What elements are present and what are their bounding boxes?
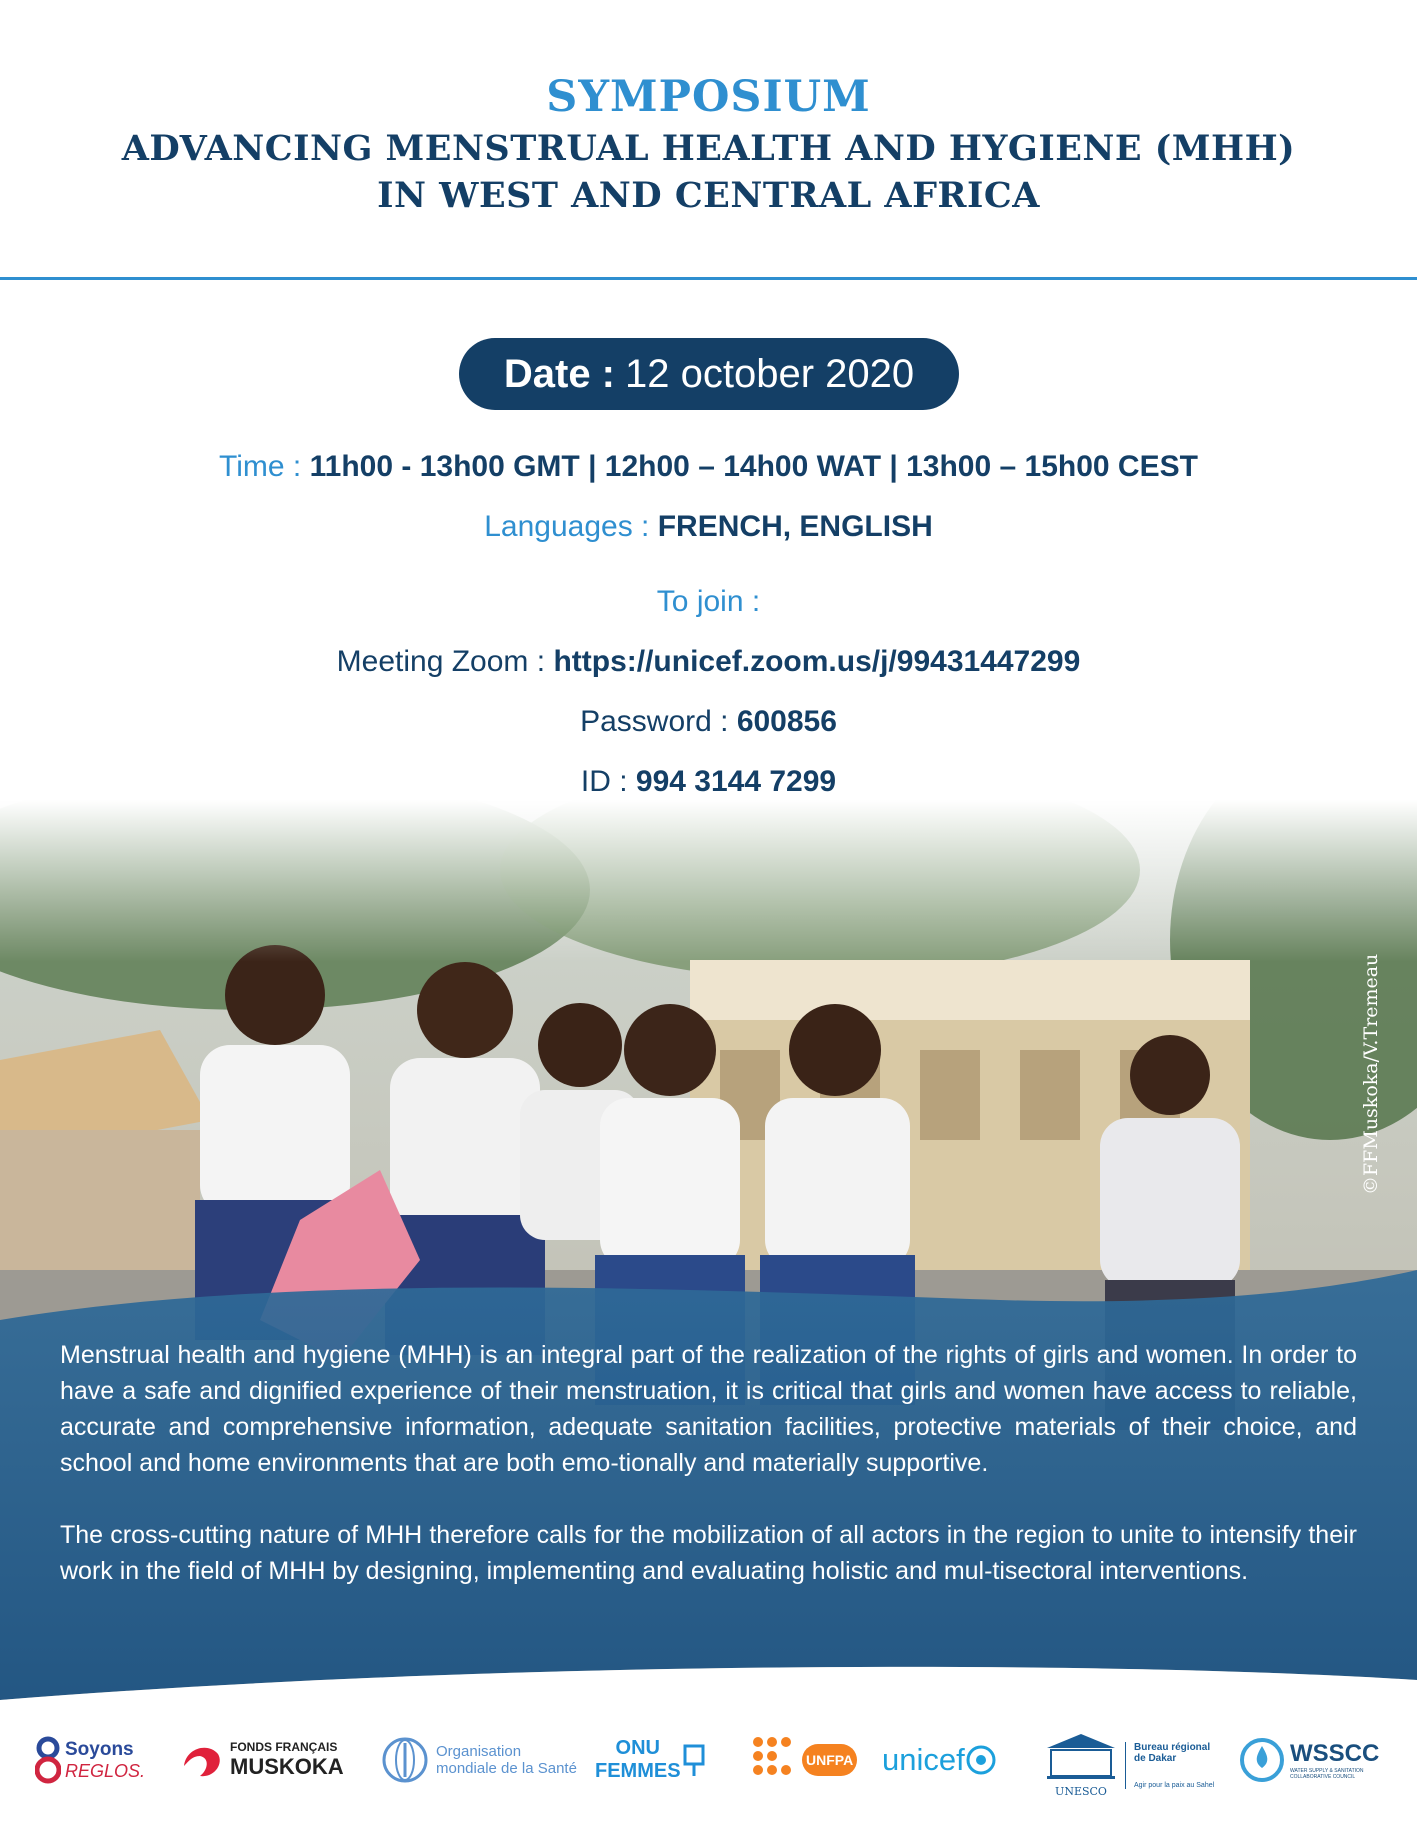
- logo-onu-femmes: [595, 1725, 707, 1795]
- logo-ffm: [178, 1725, 344, 1795]
- logo-wsscc: [1238, 1725, 1379, 1795]
- unfpa-dots-icon: [750, 1734, 802, 1786]
- languages-label: Languages :: [484, 510, 650, 543]
- logo-soyons-reglos: [35, 1725, 145, 1795]
- languages-line: [0, 510, 1417, 544]
- symposium-title: SYMPOSIUM: [546, 72, 871, 122]
- id-value: 994 3144 7299: [635, 765, 837, 798]
- wsscc-text: WSSCC: [1290, 1740, 1380, 1767]
- unicef-text: unicef: [882, 1742, 965, 1777]
- unicef-emblem-icon: [965, 1744, 997, 1776]
- soyons-8-icon: [35, 1730, 61, 1790]
- unesco-office-line2: de Dakar: [1134, 1752, 1177, 1764]
- unesco-office-line1: Bureau régional: [1134, 1741, 1211, 1753]
- description: [60, 1337, 1357, 1625]
- date-badge: [459, 338, 959, 410]
- description-paragraph-1: Menstrual health and hygiene (MHH) is an integral part of the realization of the rights of girls and women. In order to have a safe and dignified experience of their menstruation, it is critical that girls and women have access to reliable, accurate and comprehensive information, adequate sanitation facilities, protective materials of their choice, and school and home environments that are both emo-tionally and materially supportive.: [60, 1341, 1357, 1477]
- logo-unfpa: [750, 1725, 857, 1795]
- femmes-text: FEMMES: [595, 1760, 681, 1782]
- title-line-1: ADVANCING MENSTRUAL HEALTH AND HYGIENE (MHH): [121, 128, 1296, 169]
- zoom-link[interactable]: https://unicef.zoom.us/j/99431447299: [553, 645, 1081, 678]
- unfpa-text: UNFPA: [802, 1744, 857, 1776]
- logo-unesco: [1045, 1715, 1214, 1815]
- join-label: To join :: [656, 585, 761, 618]
- header-divider: [0, 277, 1417, 280]
- date-label: Date :: [503, 351, 615, 396]
- id-label: ID :: [580, 765, 628, 798]
- soyons-text: Soyons: [65, 1738, 134, 1760]
- zoom-line: [0, 645, 1417, 679]
- unesco-tagline: Agir pour la paix au Sahel: [1134, 1781, 1215, 1789]
- wsscc-sub-line1: WATER SUPPLY & SANITATION: [1290, 1768, 1364, 1774]
- unesco-text: UNESCO: [1055, 1785, 1107, 1798]
- title-line-2: IN WEST AND CENTRAL AFRICA: [377, 175, 1040, 216]
- photo-credit: ©FFMuskoka/V.Tremeau: [1360, 953, 1382, 1195]
- languages-value: FRENCH, ENGLISH: [657, 510, 933, 543]
- logo-oms: [380, 1725, 577, 1795]
- id-line: [0, 765, 1417, 799]
- join-label-line: [0, 585, 1417, 619]
- oms-bottom-text: mondiale de la Santé: [436, 1760, 577, 1777]
- ffm-bottom-text: MUSKOKA: [230, 1754, 344, 1779]
- onu-text: ONU: [615, 1737, 660, 1759]
- unesco-temple-icon: [1045, 1732, 1117, 1780]
- logo-unicef: [882, 1725, 997, 1795]
- time-label: Time :: [219, 450, 302, 483]
- password-label: Password :: [580, 705, 729, 738]
- zoom-label: Meeting Zoom :: [336, 645, 546, 678]
- header: [0, 72, 1417, 216]
- oms-top-text: Organisation: [436, 1743, 522, 1760]
- time-line: [0, 450, 1417, 484]
- reglos-text: REGLOS.: [65, 1760, 146, 1781]
- ffm-swirl-icon: [178, 1736, 226, 1784]
- wsscc-drop-icon: [1238, 1736, 1286, 1784]
- password-line: [0, 705, 1417, 739]
- password-value: 600856: [736, 705, 837, 738]
- onu-femmes-symbol-icon: [681, 1740, 707, 1780]
- wsscc-sub-line2: COLLABORATIVE COUNCIL: [1290, 1774, 1356, 1780]
- date-value: 12 october 2020: [625, 351, 915, 396]
- description-paragraph-2: The cross-cutting nature of MHH therefore calls for the mobilization of all actors in the region to unite to intensify their work in the field of MHH by designing, implementing and evaluating holistic and mul-tisectoral interventions.: [60, 1521, 1357, 1585]
- ffm-top-text: FONDS FRANÇAIS: [230, 1740, 338, 1754]
- time-value: 11h00 - 13h00 GMT | 12h00 – 14h00 WAT | 13h00 – 15h00 CEST: [309, 450, 1198, 483]
- who-emblem-icon: [380, 1735, 430, 1785]
